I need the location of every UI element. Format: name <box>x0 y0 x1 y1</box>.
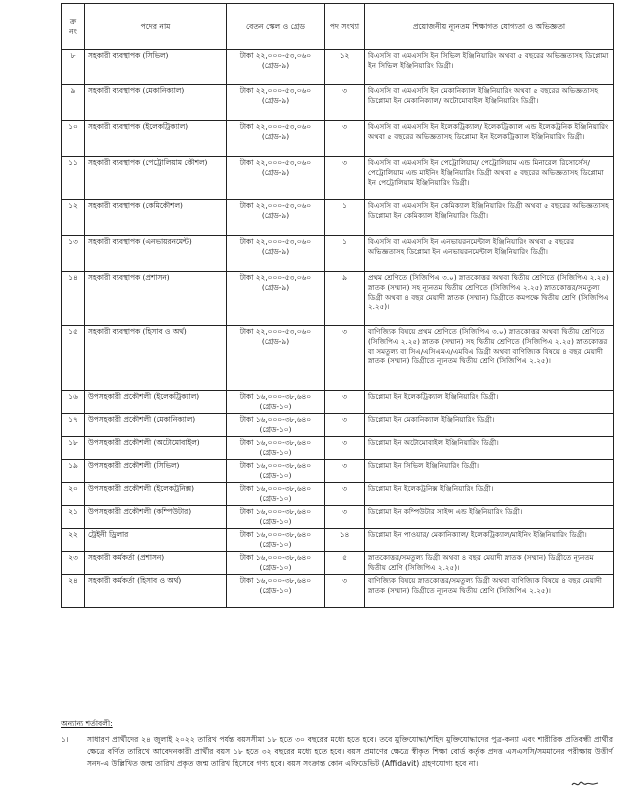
table-body <box>62 50 614 608</box>
cell-qualification: বিএসসি বা এমএসসি ইন সিভিল ইঞ্জিনিয়ারিং অথবা ৫ বছরের অভিজ্ঞতাসহ ডিপ্লোমা ইন সিভিল ইঞ্জিনিয়ারিং ডিগ্রী। <box>365 50 614 85</box>
cell-qualification: বিএসসি বা এমএসসি ইন মেকানিক্যাল ইঞ্জিনিয়ারিং অথবা ৫ বছরের অভিজ্ঞতাসহ ডিপ্লোমা ইন মেকানিক্যাল/ অটোমোবাইল ইঞ্জিনিয়ারিং ডিগ্রী। <box>365 85 614 121</box>
table-row <box>62 200 614 236</box>
cell-qualification: ডিপ্লোমা ইন অটোমোবাইল ইঞ্জিনিয়ারিং ডিগ্রী। <box>365 437 614 460</box>
cell-qualification: বাণিজ্যিক বিষয়ে স্নাতকোত্তর/সমতুল্য ডিগ্রী অথবা বাণিজ্যিক বিষয়ে ৪ বছর মেয়াদী স্নাতক (সম্মান) ডিগ্রীতে ন্যূনতম দ্বিতীয় শ্রেণি (সিজিপিএ ২.২৫)। <box>365 575 614 608</box>
cell-vacancy: ৩ <box>325 460 365 483</box>
salary-scale: টাকা ১৬,০০০-৩৮,৬৪০ <box>239 553 312 562</box>
salary-scale: টাকা ২২,০০০-৫৩,০৬০ <box>239 122 312 131</box>
cell-qualification: বিএসসি বা এমএসসি ইন এনভায়রনমেন্টাল ইঞ্জিনিয়ারিং অথবা ৫ বছরের অভিজ্ঞতাসহ ডিপ্লোমা ইন এনভায়রনমেন্টাল ইঞ্জিনিয়ারিং ডিগ্রী। <box>365 236 614 272</box>
job-table <box>61 3 614 608</box>
cell-qualification: স্নাতকোত্তর/সমতুল্য ডিগ্রী অথবা ৪ বছর মেয়াদী স্নাতক (সম্মান) ডিগ্রীতে ন্যূনতম দ্বিতীয় শ্রেণি (সিজিপিএ ২.২৫)। <box>365 552 614 575</box>
cell-post-name: উপসহকারী প্রকৌশলী (সিভিল) <box>85 460 227 483</box>
salary-scale: টাকা ১৬,০০০-৩৮,৬৪০ <box>239 415 312 424</box>
cell-serial: ৯ <box>62 85 85 121</box>
cell-salary <box>227 157 325 200</box>
header-vacancy: পদ সংখ্যা <box>325 4 365 50</box>
salary-grade: (গ্রেড-৯) <box>261 247 290 256</box>
cell-serial: ১৭ <box>62 414 85 437</box>
cell-serial: ২০ <box>62 483 85 506</box>
cell-serial: ১১ <box>62 157 85 200</box>
cell-serial: ১৬ <box>62 391 85 414</box>
header-qualification: প্রয়োজনীয় ন্যূনতম শিক্ষাগত যোগ্যতা ও অভিজ্ঞতা <box>365 4 614 50</box>
table-row <box>62 483 614 506</box>
cell-post-name: সহকারী ব্যবস্থাপক (প্রশাসন) <box>85 272 227 326</box>
salary-grade: (গ্রেড-১০) <box>259 402 292 411</box>
cell-vacancy: ৩ <box>325 506 365 529</box>
cell-salary <box>227 437 325 460</box>
cell-post-name: সহকারী কর্মকর্তা (প্রশাসন) <box>85 552 227 575</box>
table-row <box>62 236 614 272</box>
cell-qualification: ডিপ্লোমা ইন ইলেকট্রিক্যাল ইঞ্জিনিয়ারিং ডিগ্রী। <box>365 391 614 414</box>
header-salary: বেতন স্কেল ও গ্রেড <box>227 4 325 50</box>
salary-scale: টাকা ১৬,০০০-৩৮,৬৪০ <box>239 507 312 516</box>
cell-post-name: উপসহকারী প্রকৌশলী (ইলেকট্রিক্যাল) <box>85 391 227 414</box>
cell-salary <box>227 414 325 437</box>
cell-vacancy: ১ <box>325 236 365 272</box>
salary-grade: (গ্রেড-৯) <box>261 168 290 177</box>
cell-qualification: ডিপ্লোমা ইন মেকানিক্যাল ইঞ্জিনিয়ারিং ডিগ্রী। <box>365 414 614 437</box>
salary-grade: (গ্রেড-৯) <box>261 337 290 346</box>
cell-vacancy: ৩ <box>325 414 365 437</box>
table-row <box>62 50 614 85</box>
table-row <box>62 272 614 326</box>
cell-vacancy: ৫ <box>325 552 365 575</box>
cell-post-name: সহকারী ব্যবস্থাপক (এনভায়রনমেন্ট) <box>85 236 227 272</box>
cell-serial: ২৩ <box>62 552 85 575</box>
salary-grade: (গ্রেড-৯) <box>261 132 290 141</box>
table-row <box>62 157 614 200</box>
cell-serial: ১৯ <box>62 460 85 483</box>
cell-salary <box>227 483 325 506</box>
cell-salary <box>227 575 325 608</box>
note-text: সাধারণ প্রার্থীদের ২৪ জুলাই ২০২২ তারিখ পর্যন্ত বয়সসীমা ১৮ হতে ৩০ বছরের মধ্যে হতে হবে। তবে মুক্তিযোদ্ধা/শহিদ মুক্তিযোদ্ধাদের পুত্র-কন্যা এবং শারীরিক প্রতিবন্ধী প্রার্থীর ক্ষেত্রে বর্ণিত তারিখে আবেদনকারী প্রার্থীর বয়স ১৮ হতে ৩২ বছরের মধ্যে হতে হবে। বয়স প্রমাণের ক্ষেত্রে স্বীকৃত শিক্ষা বোর্ড কর্তৃক প্রদত্ত এসএসসি/সমমানের পরীক্ষায় উত্তীর্ণ সনদ-এ উল্লিখিত জন্ম তারিখ প্রকৃত জন্ম তারিখ হিসেবে গণ্য হবে। বয়স সংক্রান্ত কোন এফিডেভিট (Affidavit) গ্রহণযোগ্য হবে না। <box>87 735 613 768</box>
cell-serial: ১৩ <box>62 236 85 272</box>
cell-vacancy: ৩ <box>325 157 365 200</box>
cell-vacancy: ৩ <box>325 121 365 157</box>
salary-grade: (গ্রেড-১০) <box>259 448 292 457</box>
header-sl: ক্র নং <box>62 4 85 50</box>
table-row <box>62 506 614 529</box>
cell-qualification: বাণিজ্যিক বিষয়ে প্রথম শ্রেণিতে (সিজিপিএ ৩.০) স্নাতকোত্তর অথবা দ্বিতীয় শ্রেণিতে (সিজিপিএ ২.২৫) স্নাতক (সম্মান) সহ দ্বিতীয় শ্রেণিতে (সিজিপিএ ২.২৫) স্নাতকোত্তর বা সমতুল্য বা সিএ/এসিএমএ/এমবিএ ডিগ্রী অথবা বাণিজ্যিক বিষয়ে ৪ বছর মেয়াদী স্নাতক (সম্মান) ডিগ্রীতে ন্যূনতম দ্বিতীয় শ্রেণি (সিজিপিএ ২.২৫)। <box>365 326 614 391</box>
cell-salary <box>227 85 325 121</box>
table-row <box>62 460 614 483</box>
table-row <box>62 85 614 121</box>
cell-salary <box>227 391 325 414</box>
note-item <box>61 734 613 770</box>
table-row <box>62 552 614 575</box>
salary-scale: টাকা ১৬,০০০-৩৮,৬৪০ <box>239 438 312 447</box>
salary-grade: (গ্রেড-১০) <box>259 471 292 480</box>
salary-scale: টাকা ১৬,০০০-৩৮,৬৪০ <box>239 484 312 493</box>
signature-initial <box>570 776 600 790</box>
cell-vacancy: ৩ <box>325 391 365 414</box>
cell-salary <box>227 200 325 236</box>
table-row <box>62 575 614 608</box>
salary-scale: টাকা ২২,০০০-৫৩,০৬০ <box>239 237 312 246</box>
salary-grade: (গ্রেড-১০) <box>259 540 292 549</box>
cell-serial: ২৪ <box>62 575 85 608</box>
cell-post-name: ট্রেইনী ড্রিলার <box>85 529 227 552</box>
cell-serial: ৮ <box>62 50 85 85</box>
cell-vacancy: ৩ <box>325 326 365 391</box>
salary-grade: (গ্রেড-৯) <box>261 283 290 292</box>
table-row <box>62 326 614 391</box>
cell-vacancy: ১২ <box>325 50 365 85</box>
salary-scale: টাকা ২২,০০০-৫৩,০৬০ <box>239 327 312 336</box>
salary-scale: টাকা ২২,০০০-৫৩,০৬০ <box>239 86 312 95</box>
table-row <box>62 121 614 157</box>
cell-qualification: বিএসসি বা এমএসসি ইন কেমিক্যাল ইঞ্জিনিয়ারিং ডিগ্রী অথবা ৫ বছরের অভিজ্ঞতাসহ ডিপ্লোমা ইন কেমিক্যাল ইঞ্জিনিয়ারিং ডিগ্রী। <box>365 200 614 236</box>
cell-qualification: ডিপ্লোমা ইন সিভিল ইঞ্জিনিয়ারিং ডিগ্রী। <box>365 460 614 483</box>
cell-post-name: সহকারী ব্যবস্থাপক (মেকানিক্যাল) <box>85 85 227 121</box>
cell-salary <box>227 272 325 326</box>
cell-serial: ১৮ <box>62 437 85 460</box>
salary-scale: টাকা ২২,০০০-৫৩,০৬০ <box>239 51 312 60</box>
cell-vacancy: ৩ <box>325 437 365 460</box>
salary-scale: টাকা ২২,০০০-৫৩,০৬০ <box>239 201 312 210</box>
cell-serial: ২২ <box>62 529 85 552</box>
salary-scale: টাকা ১৬,০০০-৩৮,৬৪০ <box>239 576 312 585</box>
salary-grade: (গ্রেড-৯) <box>261 61 290 70</box>
cell-post-name: সহকারী ব্যবস্থাপক (হিসাব ও অর্থ) <box>85 326 227 391</box>
salary-grade: (গ্রেড-৯) <box>261 96 290 105</box>
cell-serial: ২১ <box>62 506 85 529</box>
cell-post-name: সহকারী কর্মকর্তা (হিসাব ও অর্থ) <box>85 575 227 608</box>
cell-vacancy: ১৪ <box>325 529 365 552</box>
header-post: পদের নাম <box>85 4 227 50</box>
salary-scale: টাকা ১৬,০০০-৩৮,৬৪০ <box>239 461 312 470</box>
salary-grade: (গ্রেড-১০) <box>259 563 292 572</box>
table-row <box>62 391 614 414</box>
other-conditions <box>61 718 613 770</box>
notes-title: অন্যান্য শর্তাবলী: <box>61 719 113 728</box>
cell-post-name: সহকারী ব্যবস্থাপক (ইলেকট্রিক্যাল) <box>85 121 227 157</box>
cell-salary <box>227 529 325 552</box>
salary-grade: (গ্রেড-১০) <box>259 586 292 595</box>
salary-scale: টাকা ২২,০০০-৫৩,০৬০ <box>239 273 312 282</box>
cell-post-name: সহকারী ব্যবস্থাপক (পেট্রোলিয়াম কৌশল) <box>85 157 227 200</box>
cell-vacancy: ৩ <box>325 483 365 506</box>
cell-vacancy: ৯ <box>325 272 365 326</box>
salary-scale: টাকা ১৬,০০০-৩৮,৬৪০ <box>239 392 312 401</box>
cell-qualification: বিএসসি বা এমএসসি ইন ইলেকট্রিক্যাল/ ইলেকট্রিক্যাল এন্ড ইলেকট্রনিক ইঞ্জিনিয়ারিং অথবা ৫ বছরের অভিজ্ঞতাসহ ডিপ্লোমা ইন ইলেকট্রিক্যাল ইঞ্জিনিয়ারিং ডিগ্রী। <box>365 121 614 157</box>
cell-post-name: সহকারী ব্যবস্থাপক (কেমিকৌশল) <box>85 200 227 236</box>
cell-salary <box>227 460 325 483</box>
cell-serial: ১৪ <box>62 272 85 326</box>
table-header-row <box>62 4 614 50</box>
cell-salary <box>227 326 325 391</box>
cell-salary <box>227 50 325 85</box>
cell-salary <box>227 552 325 575</box>
table-row <box>62 437 614 460</box>
cell-qualification: ডিপ্লোমা ইন ইলেকট্রনিক্স ইঞ্জিনিয়ারিং ডিগ্রী। <box>365 483 614 506</box>
cell-serial: ১৫ <box>62 326 85 391</box>
cell-qualification: ডিপ্লোমা ইন পাওয়ার/ মেকানিক্যাল/ ইলেকট্রিক্যাল/মাইনিং ইঞ্জিনিয়ারিং ডিগ্রী। <box>365 529 614 552</box>
cell-post-name: সহকারী ব্যবস্থাপক (সিভিল) <box>85 50 227 85</box>
salary-scale: টাকা ১৬,০০০-৩৮,৬৪০ <box>239 530 312 539</box>
cell-vacancy: ৩ <box>325 575 365 608</box>
cell-vacancy: ৩ <box>325 85 365 121</box>
salary-grade: (গ্রেড-৯) <box>261 211 290 220</box>
cell-salary <box>227 236 325 272</box>
cell-qualification: বিএসসি বা এমএসসি ইন পেট্রোলিয়াম/ পেট্রোলিয়াম এন্ড মিনারেল রিসোর্সেস/ পেট্রোলিয়াম এন্ড মাইনিং ইঞ্জিনিয়ারিং ডিগ্রী অথবা ৫ বছরের অভিজ্ঞতাসহ ডিপ্লোমা ইন পেট্রোলিয়াম ইঞ্জিনিয়ারিং ডিগ্রী। <box>365 157 614 200</box>
salary-scale: টাকা ২২,০০০-৫৩,০৬০ <box>239 158 312 167</box>
cell-serial: ১০ <box>62 121 85 157</box>
table-row <box>62 529 614 552</box>
cell-salary <box>227 121 325 157</box>
cell-post-name: উপসহকারী প্রকৌশলী (মেকানিক্যাল) <box>85 414 227 437</box>
cell-salary <box>227 506 325 529</box>
cell-post-name: উপসহকারী প্রকৌশলী (অটোমোবাইল) <box>85 437 227 460</box>
table-row <box>62 414 614 437</box>
cell-qualification: প্রথম শ্রেণিতে (সিজিপিএ ৩.০) স্নাতকোত্তর অথবা দ্বিতীয় শ্রেণিতে (সিজিপিএ ২.২৫) স্নাতক (সম্মান) সহ ন্যূনতম দ্বিতীয় শ্রেণিতে (সিজিপিএ ২.২৫) স্নাতকোত্তর/সমতুল্য ডিগ্রী অথবা ৪ বছর মেয়াদী স্নাতক (সম্মান) ডিগ্রীতে কমপক্ষে দ্বিতীয় শ্রেণি (সিজিপিএ ২.২৫)। <box>365 272 614 326</box>
cell-post-name: উপসহকারী প্রকৌশলী (ইলেকট্রনিক্স) <box>85 483 227 506</box>
salary-grade: (গ্রেড-১০) <box>259 494 292 503</box>
salary-grade: (গ্রেড-১০) <box>259 517 292 526</box>
cell-post-name: উপসহকারী প্রকৌশলী (কম্পিউটার) <box>85 506 227 529</box>
note-number: ১। <box>61 735 69 744</box>
cell-vacancy: ১ <box>325 200 365 236</box>
salary-grade: (গ্রেড-১০) <box>259 425 292 434</box>
cell-serial: ১২ <box>62 200 85 236</box>
cell-qualification: ডিপ্লোমা ইন কম্পিউটার সাইন্স এন্ড ইঞ্জিনিয়ারিং ডিগ্রী। <box>365 506 614 529</box>
